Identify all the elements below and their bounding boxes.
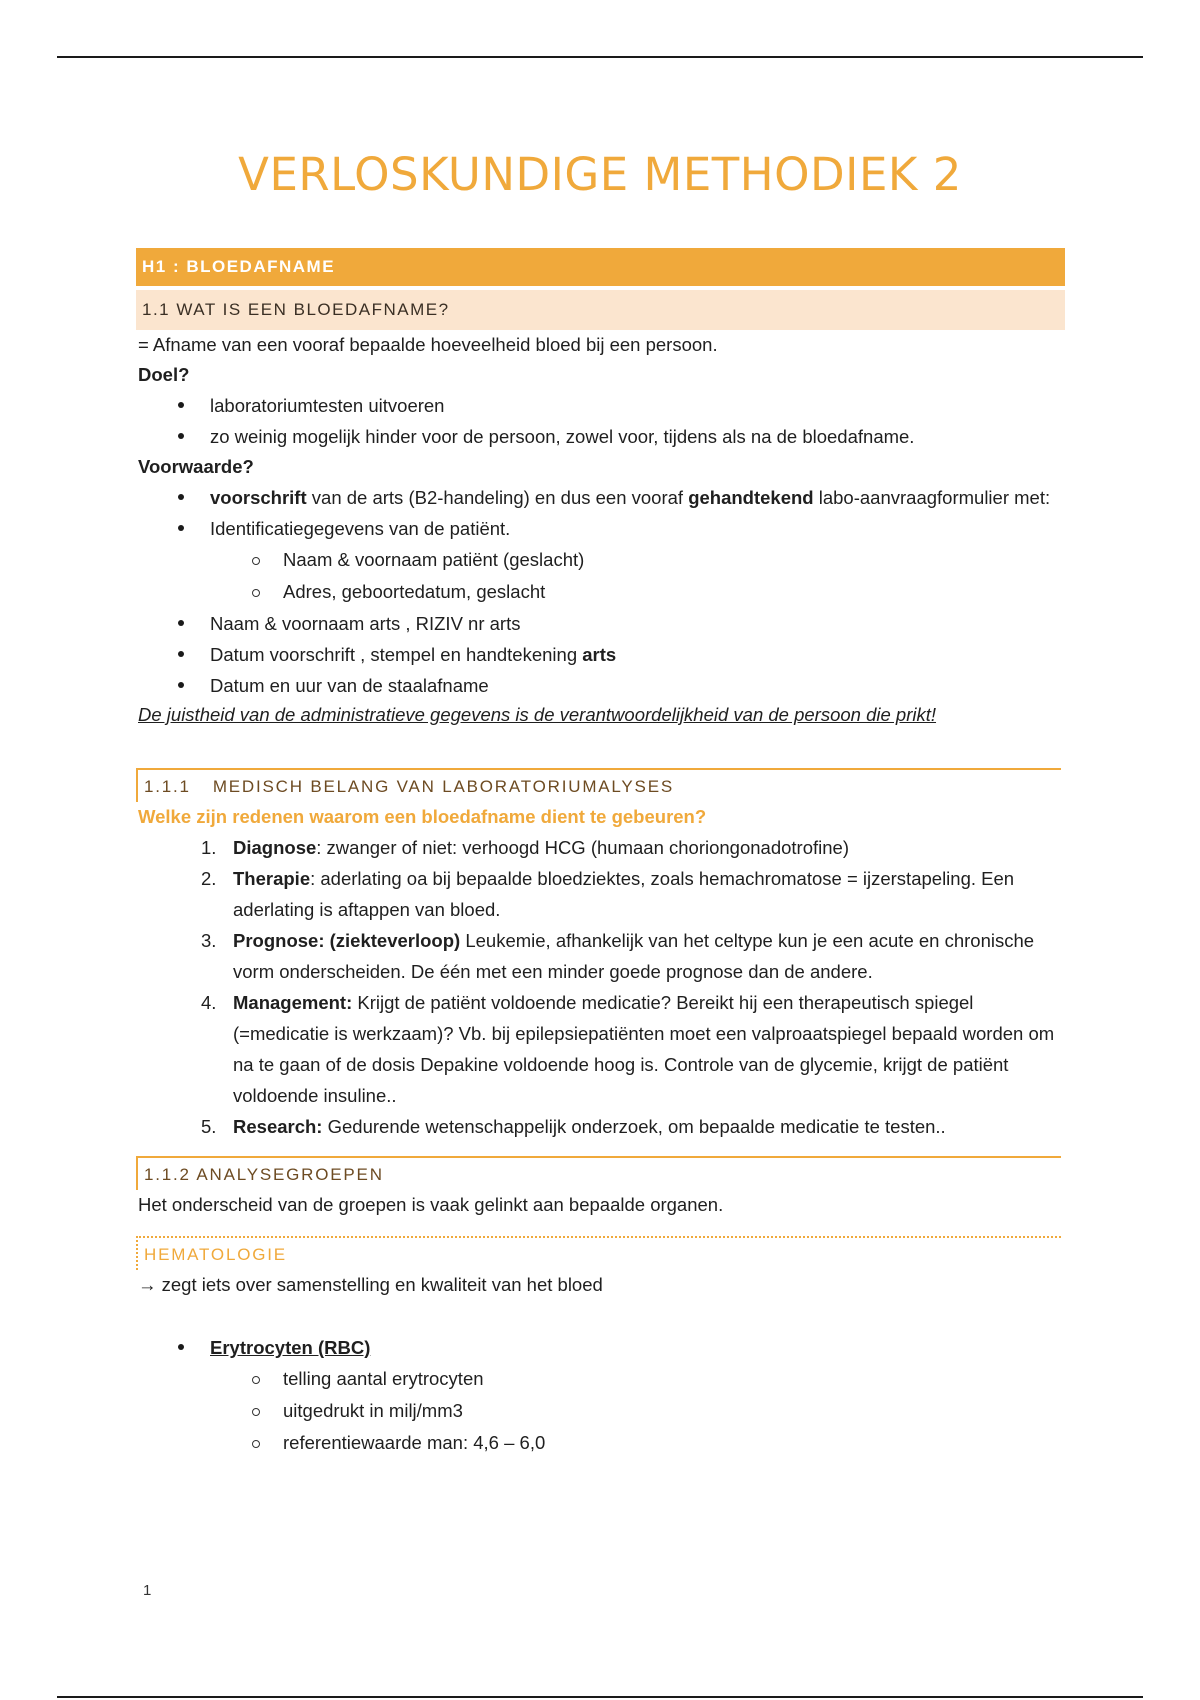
- identification-sublist: [138, 544, 1063, 608]
- heading-1-1-2: 1.1.2 ANALYSEGROEPEN: [136, 1156, 1061, 1190]
- arrow-icon: →: [138, 1274, 157, 1295]
- voorwaarde-list: [138, 482, 1063, 544]
- bold-term: voorschrift: [210, 487, 307, 508]
- erytrocyten-list: [138, 1332, 1063, 1363]
- sub-list-item: referentiewaarde man: 4,6 – 6,0: [138, 1427, 1063, 1459]
- list-item: [138, 987, 1063, 1111]
- sub-list-item: uitgedrukt in milj/mm3: [138, 1395, 1063, 1427]
- item-text: van de arts (B2-handeling) en dus een vooraf: [306, 487, 689, 508]
- bold-term: arts: [582, 644, 617, 665]
- bold-term: Management:: [233, 992, 353, 1013]
- sub-list-item: Naam & voornaam patiënt (geslacht): [138, 544, 1063, 576]
- list-number: 4.: [201, 992, 217, 1013]
- bold-term: Prognose: (ziekteverloop): [233, 930, 461, 951]
- sub-list-item: Adres, geboortedatum, geslacht: [138, 576, 1063, 608]
- bold-term: Diagnose: [233, 837, 317, 858]
- list-number: 3.: [201, 930, 217, 951]
- item-text: : zwanger of niet: verhoogd HCG (humaan choriongonadotrofine): [316, 837, 849, 858]
- description-text: zegt iets over samenstelling en kwaliteit van het bloed: [156, 1274, 603, 1295]
- list-item: Identificatiegegevens van de patiënt.: [138, 513, 1063, 544]
- list-item: [138, 639, 1063, 670]
- sub-list-item: telling aantal erytrocyten: [138, 1363, 1063, 1395]
- list-number: 1.: [201, 837, 217, 858]
- erytrocyten-sublist: [138, 1363, 1063, 1459]
- header-rule: [57, 56, 1143, 58]
- document-body: [138, 248, 1063, 1459]
- list-item: Naam & voornaam arts , RIZIV nr arts: [138, 608, 1063, 639]
- footer-rule: [57, 1696, 1143, 1698]
- item-text: labo-aanvraagformulier met:: [813, 487, 1051, 508]
- bold-term: Research:: [233, 1116, 323, 1137]
- bold-term: gehandtekend: [688, 487, 814, 508]
- voorwaarde-list-continued: [138, 608, 1063, 701]
- question-text: Welke zijn redenen waarom een bloedafname dient te gebeuren?: [138, 806, 707, 827]
- heading-h2: 1.1 WAT IS EEN BLOEDAFNAME?: [136, 290, 1065, 330]
- section-title: MEDISCH BELANG VAN LABORATORIUMALYSES: [212, 777, 674, 796]
- responsibility-note: De juistheid van de administratieve gegevens is de verantwoordelijkheid van de persoon die prikt!: [138, 704, 937, 725]
- list-item: zo weinig mogelijk hinder voor de persoon, zowel voor, tijdens als na de bloedafname.: [138, 421, 1063, 452]
- list-item: [138, 925, 1063, 987]
- hematologie-description: [138, 1270, 1063, 1300]
- section-number: 1.1.1: [144, 777, 191, 796]
- voorwaarde-label: Voorwaarde?: [138, 456, 254, 477]
- doel-label: Doel?: [138, 364, 190, 385]
- item-text: Krijgt de patiënt voldoende medicatie? Bereikt hij een therapeutisch spiegel (=medicatie is werkzaam)? Vb. bij epilepsiepatiënten moet een valproaatspiegel bepaald worden om na te gaan of de dosis Depakine voldoende hoog is. Controle van de glycemie, krijgt de patiënt voldoende insuline..: [233, 992, 1055, 1106]
- list-item: [138, 1332, 1063, 1363]
- item-text: Datum voorschrift , stempel en handtekening: [210, 644, 583, 665]
- doel-list: [138, 390, 1063, 452]
- item-text: Gedurende wetenschappelijk onderzoek, om bepaalde medicatie te testen..: [322, 1116, 946, 1137]
- list-number: 2.: [201, 868, 217, 889]
- definition-text: = Afname van een vooraf bepaalde hoeveelheid bloed bij een persoon.: [138, 334, 718, 355]
- heading-1-1-1: [136, 768, 1061, 802]
- erytrocyten-label: Erytrocyten (RBC): [210, 1337, 371, 1358]
- item-text: : aderlating oa bij bepaalde bloedziektes, zoals hemachromatose = ijzerstapeling. Een aderlating is aftappen van bloed.: [233, 868, 1015, 920]
- page-number: 1: [143, 1582, 152, 1599]
- heading-h1: H1 : BLOEDAFNAME: [136, 248, 1065, 286]
- list-item: [138, 832, 1063, 863]
- list-item: [138, 1111, 1063, 1142]
- document-title: VERLOSKUNDIGE METHODIEK 2: [238, 148, 962, 201]
- groups-text: Het onderscheid van de groepen is vaak gelinkt aan bepaalde organen.: [138, 1194, 724, 1215]
- list-item: [138, 482, 1063, 513]
- heading-hematologie: HEMATOLOGIE: [136, 1236, 1061, 1270]
- list-item: Datum en uur van de staalafname: [138, 670, 1063, 701]
- list-item: [138, 863, 1063, 925]
- list-number: 5.: [201, 1116, 217, 1137]
- list-item: laboratoriumtesten uitvoeren: [138, 390, 1063, 421]
- item-text: Leukemie, afhankelijk van het celtype kun je een acute en chronische vorm onderscheiden. De één met een minder goede prognose dan de andere.: [233, 930, 1035, 982]
- bold-term: Therapie: [233, 868, 311, 889]
- reasons-list: [138, 832, 1063, 1142]
